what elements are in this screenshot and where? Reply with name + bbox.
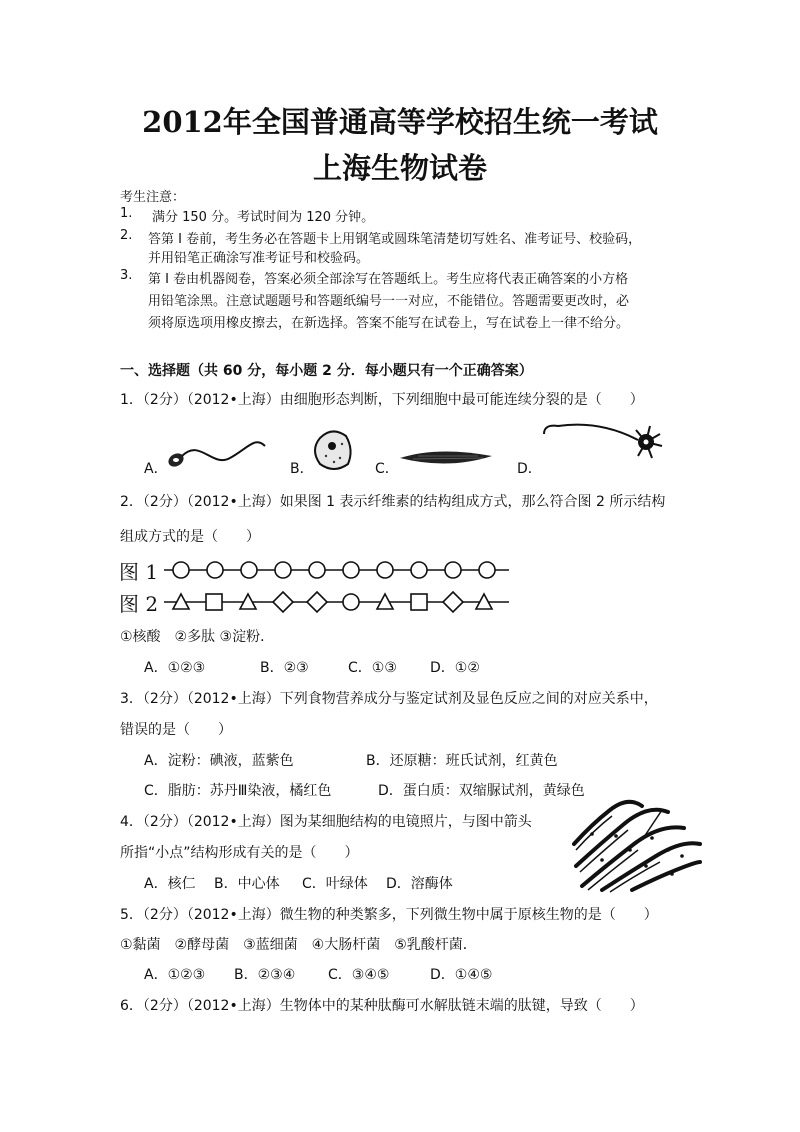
question-2-option-d: D．①② xyxy=(430,660,480,676)
notice-item-num: 2. xyxy=(120,228,133,243)
figure-2-label: 图 2 xyxy=(119,592,159,616)
electron-micrograph-figure xyxy=(572,804,702,892)
sperm-cell-figure xyxy=(160,438,270,478)
question-4-option-c: C．叶绿体 xyxy=(302,876,368,892)
question-3-option-b: B．还原糖：班氏试剂，红黄色 xyxy=(366,753,558,769)
notice-item-line: 并用铅笔正确涂写准考证号和校验码。 xyxy=(148,251,370,266)
neuron-cell-figure xyxy=(540,418,665,468)
question-1-stem: 1．（2分）（2012•上海）由细胞形态判断，下列细胞中最可能连续分裂的是（ ） xyxy=(120,392,644,408)
notice-item-num: 1. xyxy=(120,206,133,221)
question-3-stem-line2: 错误的是（ ） xyxy=(120,722,232,738)
page-title-line2: 上海生物试卷 xyxy=(312,151,487,185)
figure-2-chain xyxy=(164,590,509,614)
question-5-option-b: B．②③④ xyxy=(234,967,296,983)
question-5-option-d: D．①④⑤ xyxy=(430,967,493,983)
notice-item-num: 3. xyxy=(120,268,133,283)
question-1-option-a: A． xyxy=(144,461,168,477)
notice-item-line: 第 Ⅰ 卷由机器阅卷，答案必须全部涂写在答题纸上。考生应将代表正确答案的小方格 xyxy=(148,272,629,287)
section-heading: 一、选择题（共 60 分，每小题 2 分．每小题只有一个正确答案） xyxy=(120,363,533,379)
question-6-stem: 6．（2分）（2012•上海）生物体中的某种肽酶可水解肽链末端的肽键，导致（ ） xyxy=(120,998,644,1014)
question-2-option-c: C．①③ xyxy=(348,660,397,676)
question-3-option-c: C．脂肪：苏丹Ⅲ染液，橘红色 xyxy=(144,783,332,799)
question-1-option-b: B． xyxy=(290,461,314,477)
question-4-stem-line2: 所指“小点”结构形成有关的是（ ） xyxy=(120,845,359,861)
question-1-option-c: C． xyxy=(375,461,399,477)
notice-heading: 考生注意： xyxy=(120,190,186,205)
notice-item-line: 须将原选项用橡皮擦去，在新选择。答案不能写在试卷上，写在试卷上一律不给分。 xyxy=(148,316,630,331)
question-3-option-d: D．蛋白质：双缩脲试剂，黄绿色 xyxy=(378,783,585,799)
notice-item-line: 满分 150 分。考试时间为 120 分钟。 xyxy=(152,210,375,225)
question-3-stem-line1: 3．（2分）（2012•上海）下列食物营养成分与鉴定试剂及显色反应之间的对应关系中， xyxy=(120,691,658,707)
smooth-muscle-cell-figure xyxy=(398,446,494,470)
round-cell-figure xyxy=(312,428,354,472)
notice-item-line: 答第 Ⅰ 卷前，考生务必在答题卡上用钢笔或圆珠笔清楚切写姓名、准考证号、校验码， xyxy=(148,232,642,247)
question-4-stem-line1: 4．（2分）（2012•上海）图为某细胞结构的电镜照片，与图中箭头 xyxy=(120,814,532,830)
question-2-option-a: A．①②③ xyxy=(144,660,206,676)
question-5-option-a: A．①②③ xyxy=(144,967,206,983)
question-5-stem: 5．（2分）（2012•上海）微生物的种类繁多，下列微生物中属于原核生物的是（ ） xyxy=(120,907,658,923)
figure-1-chain xyxy=(164,558,509,582)
notice-item-line: 用铅笔涂黑。注意试题题号和答题纸编号一一对应，不能错位。答题需要更改时，必 xyxy=(148,294,630,309)
question-4-option-d: D．溶酶体 xyxy=(386,876,453,892)
question-2-stem-line1: 2．（2分）（2012•上海）如果图 1 表示纤维素的结构组成方式，那么符合图 2 所示结构 xyxy=(120,494,666,510)
question-2-option-b: B．②③ xyxy=(260,660,309,676)
page-title-line1: 2012年全国普通高等学校招生统一考试 xyxy=(142,105,658,139)
question-3-option-a: A．淀粉：碘液，蓝紫色 xyxy=(144,753,294,769)
question-2-choices: ①核酸 ②多肽 ③淀粉． xyxy=(120,629,275,645)
question-5-option-c: C．③④⑤ xyxy=(328,967,390,983)
question-4-option-a: A．核仁 xyxy=(144,876,196,892)
question-2-stem-line2: 组成方式的是（ ） xyxy=(120,529,260,545)
figure-1-label: 图 1 xyxy=(119,560,159,584)
question-4-option-b: B．中心体 xyxy=(214,876,280,892)
question-5-choices: ①黏菌 ②酵母菌 ③蓝细菌 ④大肠杆菌 ⑤乳酸杆菌． xyxy=(120,937,477,953)
question-1-option-d: D． xyxy=(517,461,542,477)
